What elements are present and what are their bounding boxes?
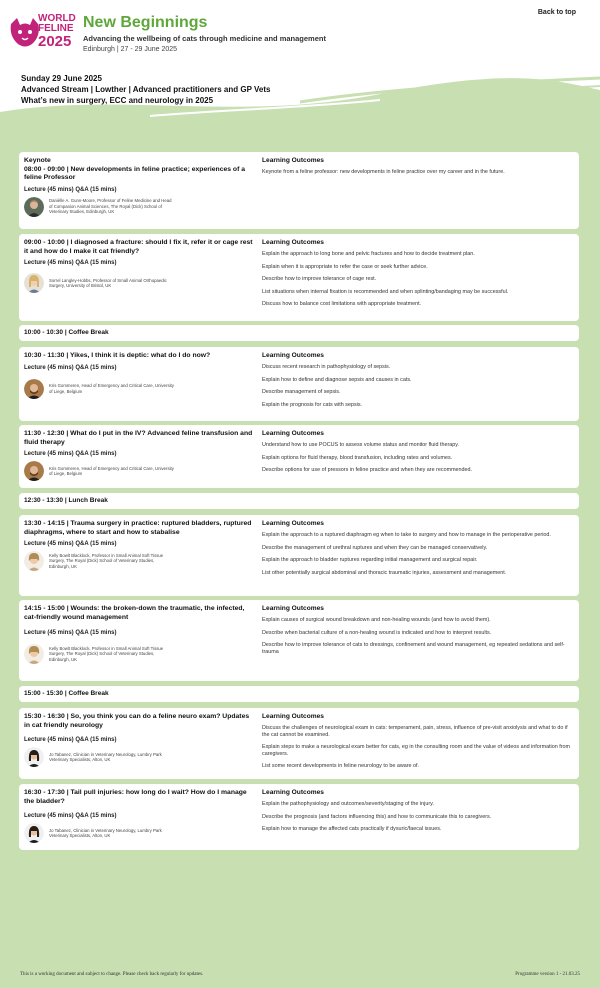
speaker-bio: Kris Gommeren, Head of Emergency and Critical Care, University of Liege, Belgium bbox=[49, 465, 174, 476]
speaker-bio: Jo Tabanez, Clinician in Veterinary Neurology, Lumbry Park Veterinary Specialists, Alton, UK bbox=[49, 751, 162, 762]
footer-version: Programme version 1 - 21.03.25 bbox=[515, 972, 580, 977]
day-date: Sunday 29 June 2025 bbox=[21, 74, 102, 83]
speaker-bio: Kelly Bowlt Blacklock, Professor in Small Animal Soft Tissue Surgery, The Royal (Dick) School of Veterinary Studies, Edinburgh, UK bbox=[49, 645, 164, 662]
day-theme: What’s new in surgery, ECC and neurology in 2025 bbox=[21, 96, 214, 105]
speaker-avatar bbox=[24, 273, 44, 293]
speaker-avatar bbox=[24, 644, 44, 664]
learning-outcomes-heading: Learning Outcomes bbox=[262, 789, 324, 796]
day-heading bbox=[21, 73, 270, 106]
learning-outcomes-heading: Learning Outcomes bbox=[262, 157, 324, 164]
session-title: 11:30 - 12:30 | What do I put in the IV? Advanced feline transfusion and fluid therapy bbox=[24, 430, 253, 446]
session-title: 14:15 - 15:00 | Wounds: the broken-down the traumatic, the infected, cat-friendly wound management bbox=[24, 605, 245, 621]
speaker-avatar bbox=[24, 747, 44, 767]
learning-outcomes-heading: Learning Outcomes bbox=[262, 605, 324, 612]
session-format: Lecture (45 mins) Q&A (15 mins) bbox=[24, 260, 117, 266]
speaker-bio: Kelly Bowlt Blacklock, Professor in Small Animal Soft Tissue Surgery, The Royal (Dick) School of Veterinary Studies, Edinburgh, UK bbox=[49, 552, 164, 569]
speaker-bio: Jo Tabanez, Clinician in Veterinary Neurology, Lumbry Park Veterinary Specialists, Alton, UK bbox=[49, 827, 162, 838]
logo-line-world: WORLD bbox=[38, 13, 76, 24]
speaker bbox=[24, 551, 254, 571]
break-row: 15:00 - 15:30 | Coffee Break bbox=[19, 686, 579, 702]
session-format: Lecture (45 mins) Q&A (15 mins) bbox=[24, 737, 117, 743]
learning-outcome: Explain options for fluid therapy, blood transfusion, including rates and volumes. bbox=[262, 454, 453, 461]
session-title: 15:30 - 16:30 | So, you think you can do a feline neuro exam? Updates in cat friendly neurology bbox=[24, 713, 250, 729]
learning-outcome: Describe how to improve tolerance of cage rest. bbox=[262, 276, 377, 283]
back-to-top-link[interactable]: Back to top bbox=[537, 9, 576, 16]
session-title: 10:30 - 11:30 | Yikes, I think it is deptic: what do I do now? bbox=[24, 352, 211, 359]
speaker-bio: Danièlle A. Gunn-Moore, Professor of Feline Medicine and Head of Companion Animal Sciences, The Royal (Dick) School of Veterinary Studies, Edinburgh, UK bbox=[49, 198, 172, 215]
speaker-avatar bbox=[24, 197, 44, 217]
speaker bbox=[24, 197, 254, 217]
learning-outcome: List some recent developments in feline neurology to be aware of. bbox=[262, 763, 420, 770]
speaker-bio: Sorrel Langley-Hobbs, Professor of Small Animal Orthopaedic Surgery, University of Bristol, UK bbox=[49, 277, 167, 288]
session-format: Lecture (45 mins) Q&A (15 mins) bbox=[24, 186, 117, 193]
session-format: Lecture (45 mins) Q&A (15 mins) bbox=[24, 541, 117, 547]
session-card bbox=[19, 708, 579, 779]
session-card bbox=[19, 425, 579, 488]
speaker-avatar bbox=[24, 461, 44, 481]
speaker bbox=[24, 461, 254, 481]
learning-outcome: Discuss recent research in pathophysiology of sepsis. bbox=[262, 364, 391, 370]
event-title: New Beginnings bbox=[83, 14, 208, 31]
session-title: 09:00 - 10:00 | I diagnosed a fracture: should I fix it, refer it or cage rest it and how do I make it cat friendly? bbox=[24, 239, 253, 255]
learning-outcomes-heading: Learning Outcomes bbox=[262, 352, 324, 359]
session-format: Lecture (45 mins) Q&A (15 mins) bbox=[24, 630, 117, 636]
learning-outcome: Explain steps to make a neurological exam better for cats, eg in the consulting room and the value of videos and information from caregivers. bbox=[262, 744, 571, 757]
learning-outcome: Explain how to manage the affected cats practically if dysuric/faecal issues. bbox=[262, 826, 442, 833]
learning-outcome: Explain the prognosis for cats with sepsis. bbox=[262, 401, 363, 408]
learning-outcome: Describe the prognosis (and factors influencing this) and how to communicate this to caregivers. bbox=[262, 813, 492, 820]
day-stream: Advanced Stream | Lowther | Advanced practitioners and GP Vets bbox=[21, 85, 271, 94]
learning-outcome: Explain the approach to long bone and pelvic fractures and how to decide treatment plan. bbox=[262, 251, 475, 257]
footer-disclaimer: This is a working document and subject to change. Please check back regularly for updates. bbox=[20, 972, 204, 977]
learning-outcome: Explain the pathophysiology and outcomes/severity/staging of the injury. bbox=[262, 801, 434, 807]
speaker-bio: Kris Gommeren, Head of Emergency and Critical Care, University of Liege, Belgium bbox=[49, 383, 174, 394]
logo-line-feline: FELINE bbox=[38, 23, 74, 34]
speaker-avatar bbox=[24, 379, 44, 399]
session-card bbox=[19, 600, 579, 681]
learning-outcome: Explain how to define and diagnose sepsis and causes in cats. bbox=[262, 376, 412, 383]
world-feline-congress-logo[interactable] bbox=[8, 12, 80, 56]
learning-outcomes-heading: Learning Outcomes bbox=[262, 520, 324, 527]
session-card bbox=[19, 347, 579, 421]
session-format: Lecture (45 mins) Q&A (15 mins) bbox=[24, 813, 117, 819]
event-subtitle: Advancing the wellbeing of cats through medicine and management bbox=[83, 34, 326, 43]
speaker bbox=[24, 273, 254, 293]
logo-year: 2025 bbox=[38, 33, 72, 50]
learning-outcome: Explain the approach to a ruptured diaphragm eg when to take to surgery and how to manage in the perioperative period. bbox=[262, 532, 551, 538]
speaker bbox=[24, 644, 254, 664]
learning-outcome: Describe the management of urethral ruptures and when they can be managed conservatively. bbox=[262, 544, 488, 551]
learning-outcomes-heading: Learning Outcomes bbox=[262, 430, 324, 437]
learning-outcome: Discuss the challenges of neurological exam in cats: temperament, pain, stress, influence of pre-visit anxiolysis and what to do if the cat cannot be examined. bbox=[262, 725, 568, 738]
learning-outcome: Explain causes of surgical wound breakdown and non-healing wounds (and how to avoid them). bbox=[262, 617, 491, 623]
learning-outcome: Describe management of sepsis. bbox=[262, 389, 341, 396]
break-row: 10:00 - 10:30 | Coffee Break bbox=[19, 325, 579, 341]
session-format: Lecture (45 mins) Q&A (15 mins) bbox=[24, 451, 117, 457]
learning-outcome: Describe options for use of pressors in feline practice and when they are recommended. bbox=[262, 467, 473, 474]
session-card bbox=[19, 784, 579, 850]
learning-outcome: List situations when internal fixation is recommended and when splinting/bandaging may be successful. bbox=[262, 288, 509, 295]
learning-outcomes-heading: Learning Outcomes bbox=[262, 239, 324, 246]
learning-outcome: Discuss how to balance cost limitations with appropriate treatment. bbox=[262, 301, 422, 308]
session-title: 16:30 - 17:30 | Tail pull injuries: how long do I wait? How do I manage the bladder? bbox=[24, 789, 247, 805]
session-kicker: Keynote bbox=[24, 157, 51, 164]
speaker-avatar bbox=[24, 551, 44, 571]
session-title: 13:30 - 14:15 | Trauma surgery in practice: ruptured bladders, ruptured diaphragms, where to start and how to stabalise bbox=[24, 520, 252, 536]
learning-outcome: List other potentially surgical abdominal and thoracic traumatic injuries, assessment and management. bbox=[262, 569, 507, 576]
session-card bbox=[19, 152, 579, 229]
session-card bbox=[19, 515, 579, 596]
learning-outcomes-heading: Learning Outcomes bbox=[262, 713, 324, 720]
learning-outcome: Explain the approach to bladder ruptures regarding initial management and surgical repair. bbox=[262, 557, 478, 564]
learning-outcome: Describe when bacterial culture of a non-healing wound is indicated and how to interpret results. bbox=[262, 629, 492, 636]
speaker bbox=[24, 823, 254, 843]
learning-outcome: Keynote from a feline professor: new developments in feline practice over my career and in the future. bbox=[262, 169, 505, 175]
speaker bbox=[24, 747, 254, 767]
learning-outcome: Understand how to use POCUS to assess volume status and monitor fluid therapy. bbox=[262, 442, 460, 448]
speaker bbox=[24, 379, 254, 399]
learning-outcome: Explain when it is appropriate to refer the case or seek further advice. bbox=[262, 263, 428, 270]
learning-outcome: Describe how to improve tolerance of cats to dressings, confinement and wound management, eg repeated sedations and self-trauma bbox=[262, 642, 565, 655]
session-format: Lecture (45 mins) Q&A (15 mins) bbox=[24, 364, 117, 371]
break-row: 12:30 - 13:30 | Lunch Break bbox=[19, 493, 579, 509]
session-title: 08:00 - 09:00 | New developments in feline practice; experiences of a feline Professor bbox=[24, 165, 246, 181]
session-card bbox=[19, 234, 579, 321]
speaker-avatar bbox=[24, 823, 44, 843]
event-location-dates: Edinburgh | 27 - 29 June 2025 bbox=[83, 46, 178, 53]
cat-logo-icon bbox=[8, 16, 42, 50]
logo-wordmark bbox=[38, 14, 76, 49]
